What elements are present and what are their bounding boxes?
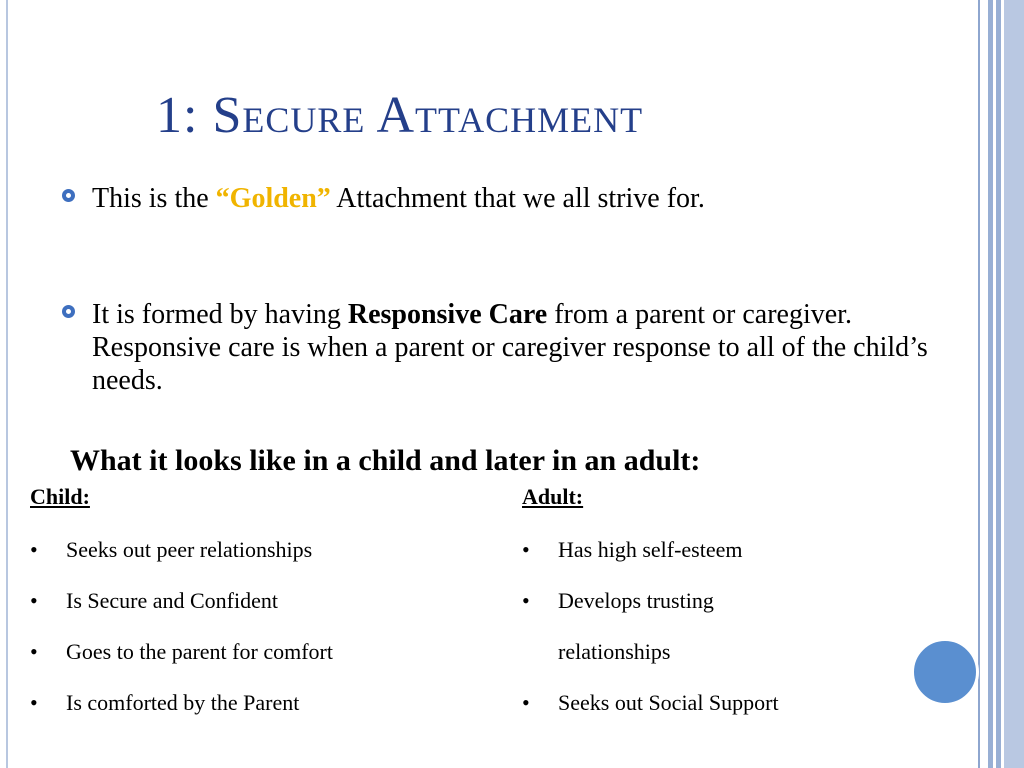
list-item-text: Seeks out peer relationships — [66, 537, 313, 562]
bullet-text-part: It is formed by having — [92, 299, 348, 330]
bullet-text-part: Attachment that we all strive for. — [330, 183, 705, 214]
bullet-text — [92, 182, 962, 215]
bullet-text-part: This is the — [92, 183, 216, 214]
list-item — [522, 575, 808, 677]
child-column-heading: Child: — [30, 484, 90, 509]
list-item — [30, 677, 490, 728]
stripe — [980, 0, 988, 768]
list-item — [30, 626, 366, 677]
decorative-circle — [913, 640, 977, 704]
child-list — [30, 524, 490, 728]
stripe — [1004, 0, 1024, 768]
list-item-text: Develops trusting relationships — [558, 588, 714, 664]
bullet-dot-icon: • — [522, 588, 530, 613]
bullet-dot-icon: • — [30, 690, 38, 715]
list-item-text: Has high self-esteem — [558, 537, 743, 562]
golden-highlight: “Golden” — [215, 183, 331, 214]
bullet-dot-icon: • — [30, 537, 38, 562]
bullet-golden-attachment — [62, 182, 962, 215]
bullet-text — [92, 298, 962, 397]
list-item — [522, 677, 912, 728]
comparison-subheading: What it looks like in a child and later in an adult: — [70, 444, 701, 477]
slide-title: 1: Secure Attachment — [156, 87, 644, 144]
list-item-text: Goes to the parent for comfort — [66, 639, 333, 664]
list-item-text: Seeks out Social Support — [558, 690, 779, 715]
bullet-dot-icon: • — [522, 537, 530, 562]
bullet-dot-icon: • — [522, 690, 530, 715]
bullet-responsive-care — [62, 298, 962, 397]
bullet-marker-icon — [62, 305, 75, 318]
list-item — [522, 524, 912, 575]
list-item-text: Is Secure and Confident — [66, 588, 278, 613]
list-item-text: Is comforted by the Parent — [66, 690, 300, 715]
bullet-text-part: from a parent or caregiver. Responsive care is when a parent or caregiver response to all of the child’s needs. — [92, 299, 928, 396]
adult-list — [522, 524, 912, 728]
bullet-dot-icon: • — [30, 639, 38, 664]
bullet-dot-icon: • — [30, 588, 38, 613]
responsive-care-term: Responsive Care — [347, 299, 548, 330]
bullet-marker-icon — [62, 189, 75, 202]
list-item — [30, 575, 490, 626]
decorative-stripes — [978, 0, 1024, 768]
adult-column-heading: Adult: — [522, 484, 584, 509]
list-item — [30, 524, 490, 575]
left-border-line — [6, 0, 8, 768]
